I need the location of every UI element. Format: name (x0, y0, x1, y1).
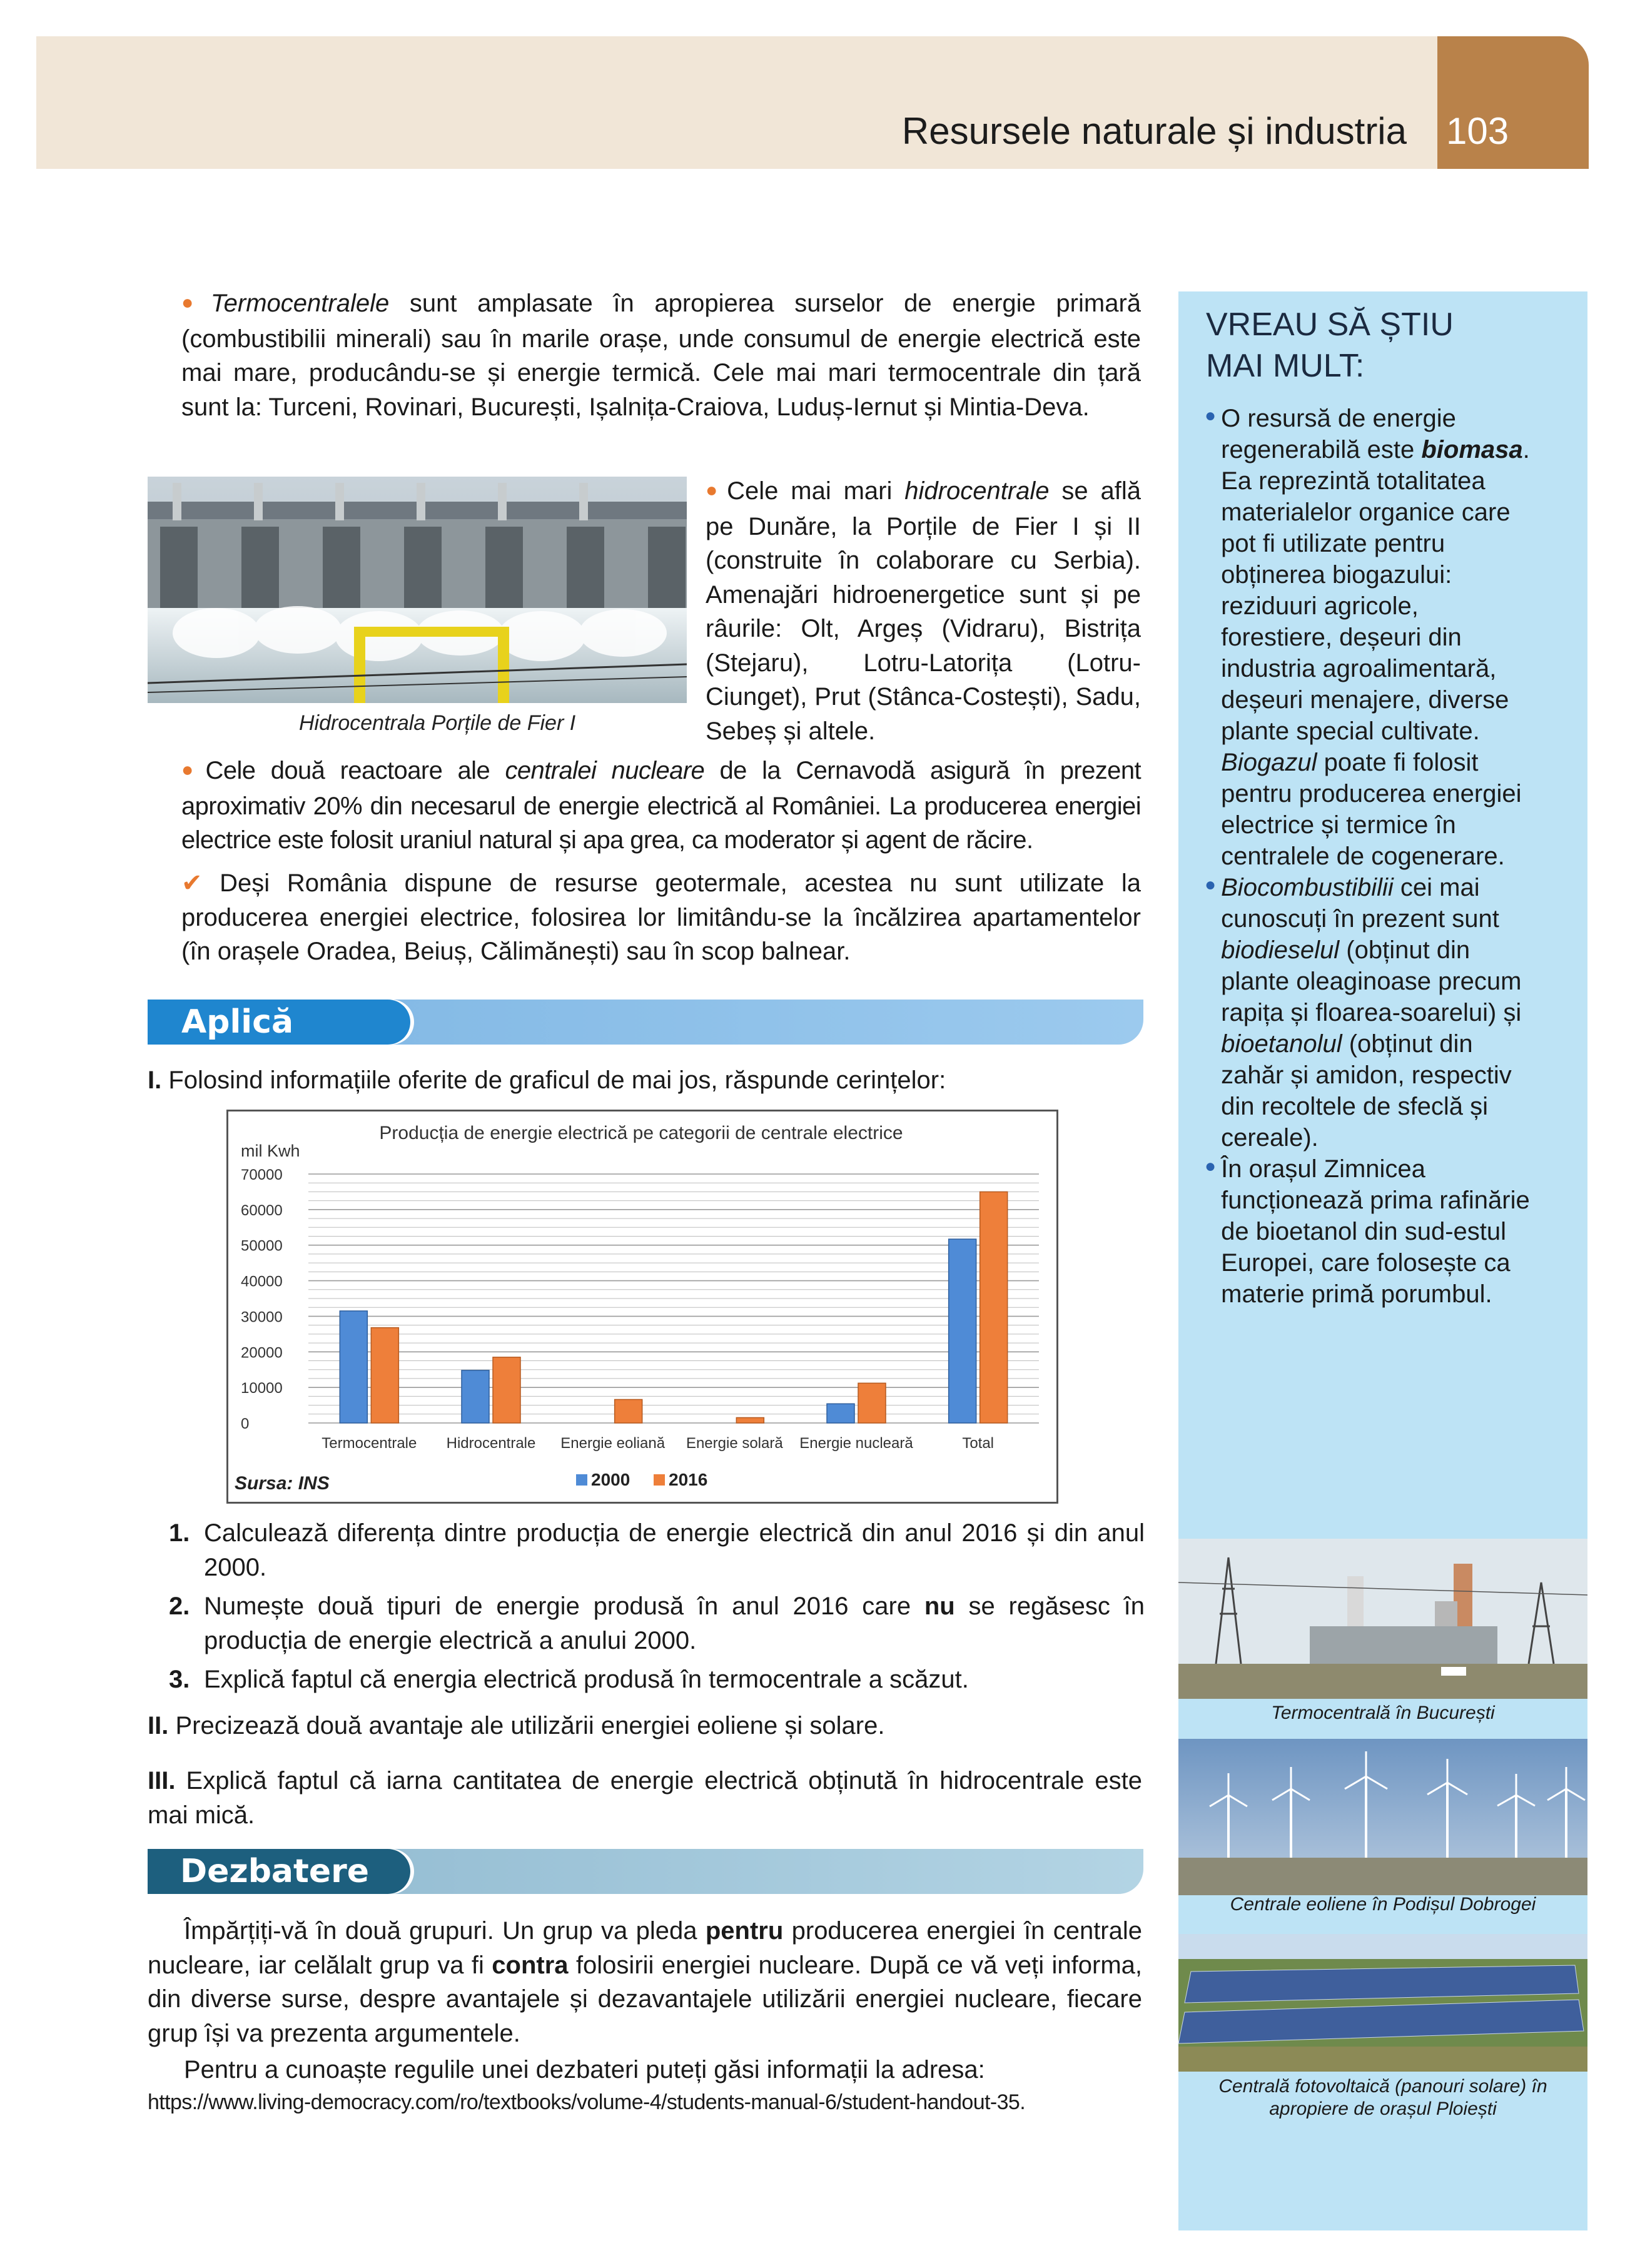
chart-legend-swatch (576, 1474, 587, 1486)
emphasis: pentru (705, 1917, 784, 1945)
thermal-plant-illustration (1178, 1539, 1587, 1699)
sidebar-item (1205, 872, 1567, 1153)
solar-farm-photo (1178, 1934, 1587, 2072)
question-number: 1. (169, 1519, 190, 1547)
chart-source: Sursa: INS (235, 1473, 330, 1494)
chart-legend-swatch (654, 1474, 665, 1486)
chart-x-tick-label: Hidrocentrale (446, 1435, 536, 1452)
chart-bar (858, 1383, 886, 1423)
paragraph-text: Împărțiți-vă în două grupuri. Un grup va pleda (184, 1917, 706, 1945)
term-biodieselul: biodieselul (1221, 936, 1340, 964)
emphasis: nu (924, 1592, 955, 1620)
solar-farm-caption: Centrală fotovoltaică (panouri solare) în apropiere de orașul Ploiești (1218, 2076, 1547, 2119)
dezbatere-text (148, 1914, 1142, 2117)
question-item (169, 1516, 1145, 1584)
sidebar-title-line: VREAU SĂ ȘTIU (1206, 306, 1454, 343)
aplica-intro (148, 1063, 1148, 1098)
sidebar-text: cei mai cunoscuți în prezent sunt (1221, 874, 1499, 933)
hydro-photo-caption: Hidrocentrala Porțile de Fier I (299, 711, 576, 735)
bullet-icon: ● (181, 758, 202, 781)
chart-y-tick-label: 50000 (241, 1237, 283, 1255)
chart-legend-label: 2016 (669, 1470, 708, 1489)
bullet-icon: ● (181, 291, 207, 313)
question-text (204, 1589, 1145, 1658)
chart-y-tick-label: 20000 (241, 1344, 283, 1362)
sidebar-text: O resursă de energie regenerabilă este (1221, 405, 1456, 463)
question-number: I. (148, 1066, 162, 1094)
term-biogazul: Biogazul (1221, 749, 1317, 776)
question-item (169, 1663, 1145, 1697)
question-text-part: se regăsesc în producția de energie electrică a anului 2000. (204, 1592, 1145, 1654)
aplica-heading: Aplică (148, 1000, 410, 1045)
question-text: Folosind informațiile oferite de graficul de mai jos, răspunde cerințelor: (161, 1066, 946, 1094)
chart-bar (493, 1357, 520, 1423)
paragraph-hidrocentrale (706, 474, 1141, 748)
chart-bar (827, 1404, 854, 1423)
chart-x-tick-label: Energie nucleară (799, 1435, 913, 1452)
wind-farm-photo (1178, 1739, 1587, 1895)
term-termocentrale: Termocentralele (210, 290, 390, 317)
sidebar-text: . Ea reprezintă totalitatea materialelor organice care pot fi utilizate pentru obținerea biogazului: reziduuri agricole, forestiere, deșeuri din industria agroalimentară, deșeuri menajere, diverse plante special cultivate. (1221, 436, 1530, 745)
sidebar-text: (obținut din zahăr și amidon, respectiv din recoltele de sfeclă și cereale). (1221, 1030, 1512, 1152)
term-biomasa: biomasa (1421, 436, 1523, 463)
paragraph-text: sunt amplasate în apropierea surselor de energie primară (combustibilii minerali) sau în marile orașe, unde consumul de energie electrică este mai mare, producându-se și energie termică. Cele mai mari termocentrale din țară sunt la: Turceni, Rovinari, București, Ișalnița-Craiova, Luduș-Iernut și Mintia-Deva. (181, 290, 1142, 421)
thermal-plant-caption: Termocentrală în București (1271, 1703, 1495, 1723)
paragraph-geotermal (181, 866, 1141, 969)
question-number: 2. (169, 1592, 190, 1620)
paragraph-nuclear (181, 754, 1141, 858)
chart-x-tick-label: Total (962, 1435, 995, 1452)
bullet-icon: ● (706, 478, 724, 501)
chart-svg (228, 1111, 1056, 1502)
sidebar-item (1205, 1153, 1567, 1310)
chart-y-tick-label: 40000 (241, 1273, 283, 1290)
sidebar-list (1205, 403, 1567, 1310)
dezbatere-paragraph: Pentru a cunoaște regulile unei dezbateri puteți găsi informații la adresa: (184, 2056, 985, 2083)
sidebar-item-text (1221, 872, 1567, 1153)
wind-farm-illustration (1178, 1739, 1587, 1895)
bullet-icon: ● (1205, 405, 1217, 426)
paragraph-termocentrale (181, 286, 1141, 424)
question-list (169, 1516, 1145, 1697)
dezbatere-heading: Dezbatere (148, 1849, 410, 1894)
term-bioetanolul: bioetanolul (1221, 1030, 1342, 1058)
chart-bar (949, 1239, 976, 1423)
bullet-icon: ● (1205, 1156, 1217, 1177)
question-text: Explică faptul că energia electrică produsă în termocentrale a scăzut. (204, 1666, 969, 1693)
chart-bar (980, 1192, 1008, 1423)
checkmark-icon: ✔ (181, 869, 203, 897)
chart-y-tick-label: 10000 (241, 1380, 283, 1397)
term-hidrocentrale: hidrocentrale (904, 477, 1050, 505)
chart-bar (340, 1311, 367, 1423)
energy-chart (226, 1110, 1058, 1504)
wind-farm-caption: Centrale eoliene în Podișul Dobrogei (1230, 1894, 1536, 1915)
paragraph-text: Deși România dispune de resurse geotermale, acestea nu sunt utilizate la producerea energiei electrice, folosirea lor limitându-se la încălzirea apartamentelor (în orașele Oradea, Beiuș, Călimănești) sau în scop balnear. (181, 869, 1141, 965)
paragraph-text: Cele două reactoare ale (205, 757, 505, 784)
question-text: Explică faptul că iarna cantitatea de energie electrică obținută în hidrocentrale este mai mică. (148, 1767, 1142, 1829)
chart-title: Producția de energie electrică pe categorii de centrale electrice (379, 1123, 903, 1143)
sidebar-item-text: În orașul Zimnicea funcționează prima rafinărie de bioetanol din sud-estul Europei, care folosește ca materie primă porumbul. (1221, 1155, 1530, 1308)
paragraph-text: de la Cernavodă asigură în prezent aproximativ 20% din necesarul de energie electrică al României. La producerea energiei electrice este folosit uraniul natural și apa grea, ca moderator și agent de răcire. (181, 757, 1141, 854)
question-number: 3. (169, 1666, 190, 1693)
question-number: III. (148, 1767, 176, 1795)
paragraph-text: producerea energiei în centrale nucleare, iar celălalt grup va fi (148, 1917, 1143, 1979)
chart-legend-label: 2000 (591, 1470, 630, 1489)
chart-y-tick-label: 60000 (241, 1202, 283, 1219)
chart-y-unit: mil Kwh (241, 1142, 300, 1160)
dezbatere-link[interactable]: https://www.living-democracy.com/ro/textbooks/volume-4/students-manual-6/student-handout-35. (148, 2090, 1026, 2114)
question-II (148, 1709, 1148, 1743)
chart-bar (371, 1328, 398, 1423)
sidebar-item (1205, 403, 1567, 872)
chart-bar (462, 1370, 489, 1423)
question-text-part: Numește două tipuri de energie produsă în anul 2016 care (204, 1592, 924, 1620)
dezbatere-paragraph (148, 1914, 1142, 2050)
sidebar-title (1206, 304, 1454, 387)
sidebar-title-line: MAI MULT: (1206, 348, 1365, 384)
sidebar-text: (obținut din plante oleaginoase precum rapița și floarea-soarelui) și (1221, 936, 1522, 1026)
chart-x-tick-label: Energie solară (686, 1435, 783, 1452)
chart-y-tick-label: 0 (241, 1415, 250, 1432)
chart-x-tick-label: Termocentrale (321, 1435, 417, 1452)
chart-bar (736, 1417, 764, 1423)
emphasis: contra (492, 1951, 569, 1979)
question-text: Precizează două avantaje ale utilizării energiei eoliene și solare. (168, 1712, 885, 1739)
paragraph-text: se află pe Dunăre, la Porțile de Fier I și II (construite în colaborare cu Serbia). Amenajări hidroenergetice sunt și pe râurile: Olt, Argeș (Vidraru), Bistrița (Stejaru), Lotru-Latorița (Lotru-Ciunget), Prut (Stânca-Costești), Sadu, Sebeș și altele. (706, 477, 1142, 745)
question-number: II. (148, 1712, 169, 1739)
question-item (169, 1589, 1145, 1658)
page-number: 103 (1446, 110, 1509, 152)
chart-y-tick-label: 30000 (241, 1309, 283, 1326)
question-text: Calculează diferența dintre producția de energie electrică din anul 2016 și din anul 2000. (204, 1519, 1145, 1581)
chart-y-tick-label: 70000 (241, 1167, 283, 1183)
paragraph-text: folosirii energiei nucleare. După ce vă veți informa, din diverse surse, despre avantajele și dezavantajele utilizării energiei nucleare, fiecare grup își va prezenta argumentele. (148, 1951, 1143, 2047)
chart-x-tick-label: Energie eoliană (560, 1435, 666, 1452)
paragraph-text: Cele mai mari (727, 477, 905, 505)
hydro-plant-illustration (148, 477, 687, 703)
term-biocombustibilii: Biocombustibilii (1221, 874, 1394, 901)
question-III (148, 1764, 1142, 1832)
bullet-icon: ● (1205, 874, 1217, 895)
term-centrala-nucleara: centralei nucleare (505, 757, 705, 784)
solar-farm-illustration (1178, 1934, 1587, 2072)
chapter-title: Resursele naturale și industria (901, 110, 1407, 152)
sidebar-item-text (1221, 403, 1567, 872)
sidebar-text: poate fi folosit pentru producerea energiei electrice și termice în centralele de cogenerare. (1221, 749, 1522, 870)
hydro-plant-photo (148, 477, 687, 703)
thermal-plant-photo (1178, 1539, 1587, 1699)
chart-bar (615, 1399, 642, 1423)
